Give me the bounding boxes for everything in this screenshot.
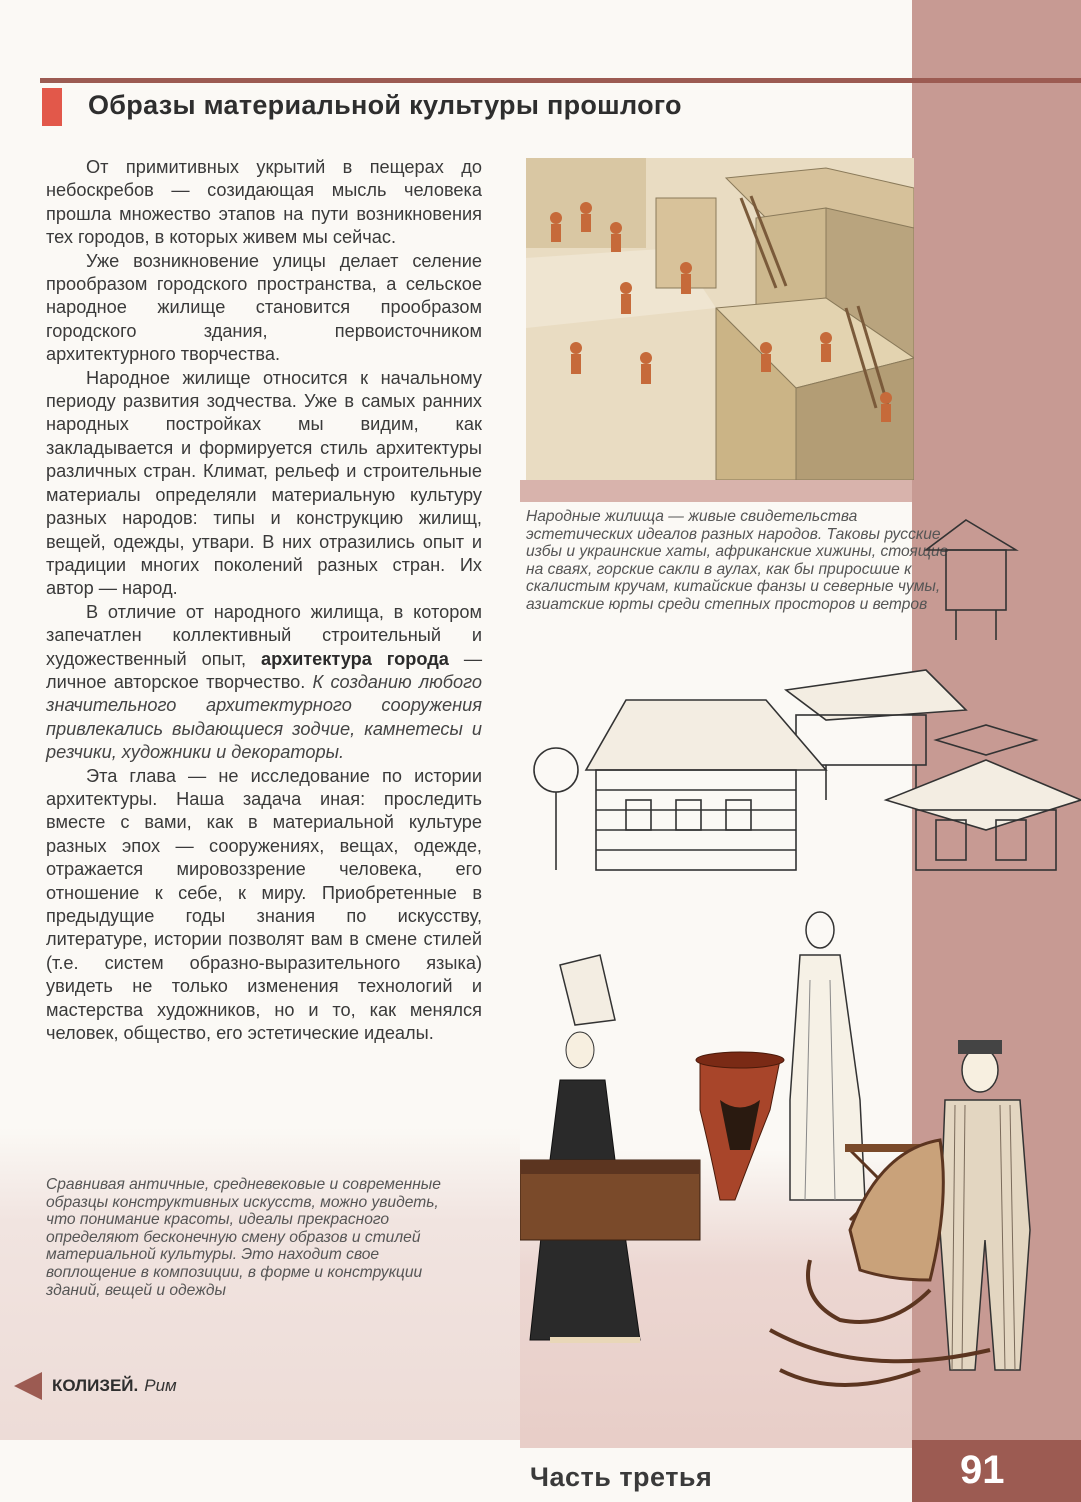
folk-dwellings-illustration bbox=[526, 510, 1081, 890]
image-underline-band bbox=[520, 480, 912, 502]
ancient-settlement-illustration bbox=[526, 158, 914, 480]
folk-dwellings-caption: Народные жилища — живые свидетельства эстетических идеалов разных народов. Таковы русские избы и украинские хаты, африканские хижины, стоящие на сваях, горские сакли в аулах, как бы приросшие к скалистым кручам, китайские фанзы и северные чумы, азиатские юрты среди степных просторов и ветров bbox=[526, 508, 949, 613]
colosseum-label: КОЛИЗЕЙ. bbox=[52, 1376, 139, 1395]
top-rule bbox=[40, 78, 1081, 83]
comparison-caption: Сравнивая античные, средневековые и современные образцы конструктивных искусств, можно увидеть, что понимание красоты, идеалы прекрасного определяют бесконечную смену образов и стилей материальной культуры. Это находит свое воплощение в композиции, в форме и конструкции зданий, вещей и одежды bbox=[46, 1176, 441, 1299]
title-marker bbox=[42, 88, 62, 126]
paragraph-1: От примитивных укрытий в пещерах до небоскребов — созидающая мысль человека прошла множество этапов на пути возникновения тех городов, в которых живем мы сейчас. bbox=[46, 157, 482, 248]
paragraph-4 bbox=[46, 601, 482, 765]
paragraph-4-start: В отличие от народного жилища, в котором запечатлен коллективный строительный и художественный опыт, bbox=[46, 601, 482, 669]
paragraph-3: Народное жилище относится к начальному периоду развития зодчества. Уже в самых ранних народных постройках мы видим, как закладывается и формируется стиль архитектуры различных стран. Климат, рельеф и строительные материалы определяли материальную культуру разных народов: типы и конструкцию жилищ, вещей, одежды, утвари. В них отразились опыт и традиции многих поколений разных стран. Их автор — народ. bbox=[46, 367, 482, 599]
footer-strip bbox=[520, 1440, 912, 1448]
left-arrow-icon bbox=[14, 1372, 42, 1400]
main-text-column bbox=[46, 156, 482, 1045]
colosseum-city: Рим bbox=[144, 1376, 177, 1395]
paragraph-5: Эта глава — не исследование по истории архитектуры. Наша задача иная: проследить вместе с вами, как в материальной культуре разных эпох — сооружениях, вещах, одежде, отражается мировоззрение человека, его отношение к себе, к миру. Приобретенные в предыдущие годы знания по искусству, литературе, истории позволят вам в смене стилей (т.е. систем образно-выразительного языка) увидеть не только изменения технологий и мастерства художников, но и то, как менялся человек, общество, его эстетические идеалы. bbox=[46, 765, 482, 1044]
paragraph-4-bold: архитектура города bbox=[260, 648, 449, 669]
part-title: Часть третья bbox=[530, 1462, 713, 1492]
costumes-and-objects-illustration bbox=[520, 900, 1040, 1430]
paragraph-2: Уже возникновение улицы делает селение прообразом городского пространства, а сельское народное жилище становится прообразом городского здания, первоисточником архитектурного творчества. bbox=[46, 250, 482, 365]
paragraph-4-mid: — личное авторское творчество. bbox=[46, 648, 482, 692]
paragraph-4-italic: К созданию любого значительного архитектурного сооружения привлекались выдающиеся зодчие, камнетесы и резчики, художники и декораторы. bbox=[46, 671, 482, 763]
page-title: Образы материальной культуры прошлого bbox=[88, 90, 682, 120]
page-number: 91 bbox=[960, 1448, 1005, 1492]
colosseum-reference[interactable] bbox=[14, 1372, 177, 1400]
